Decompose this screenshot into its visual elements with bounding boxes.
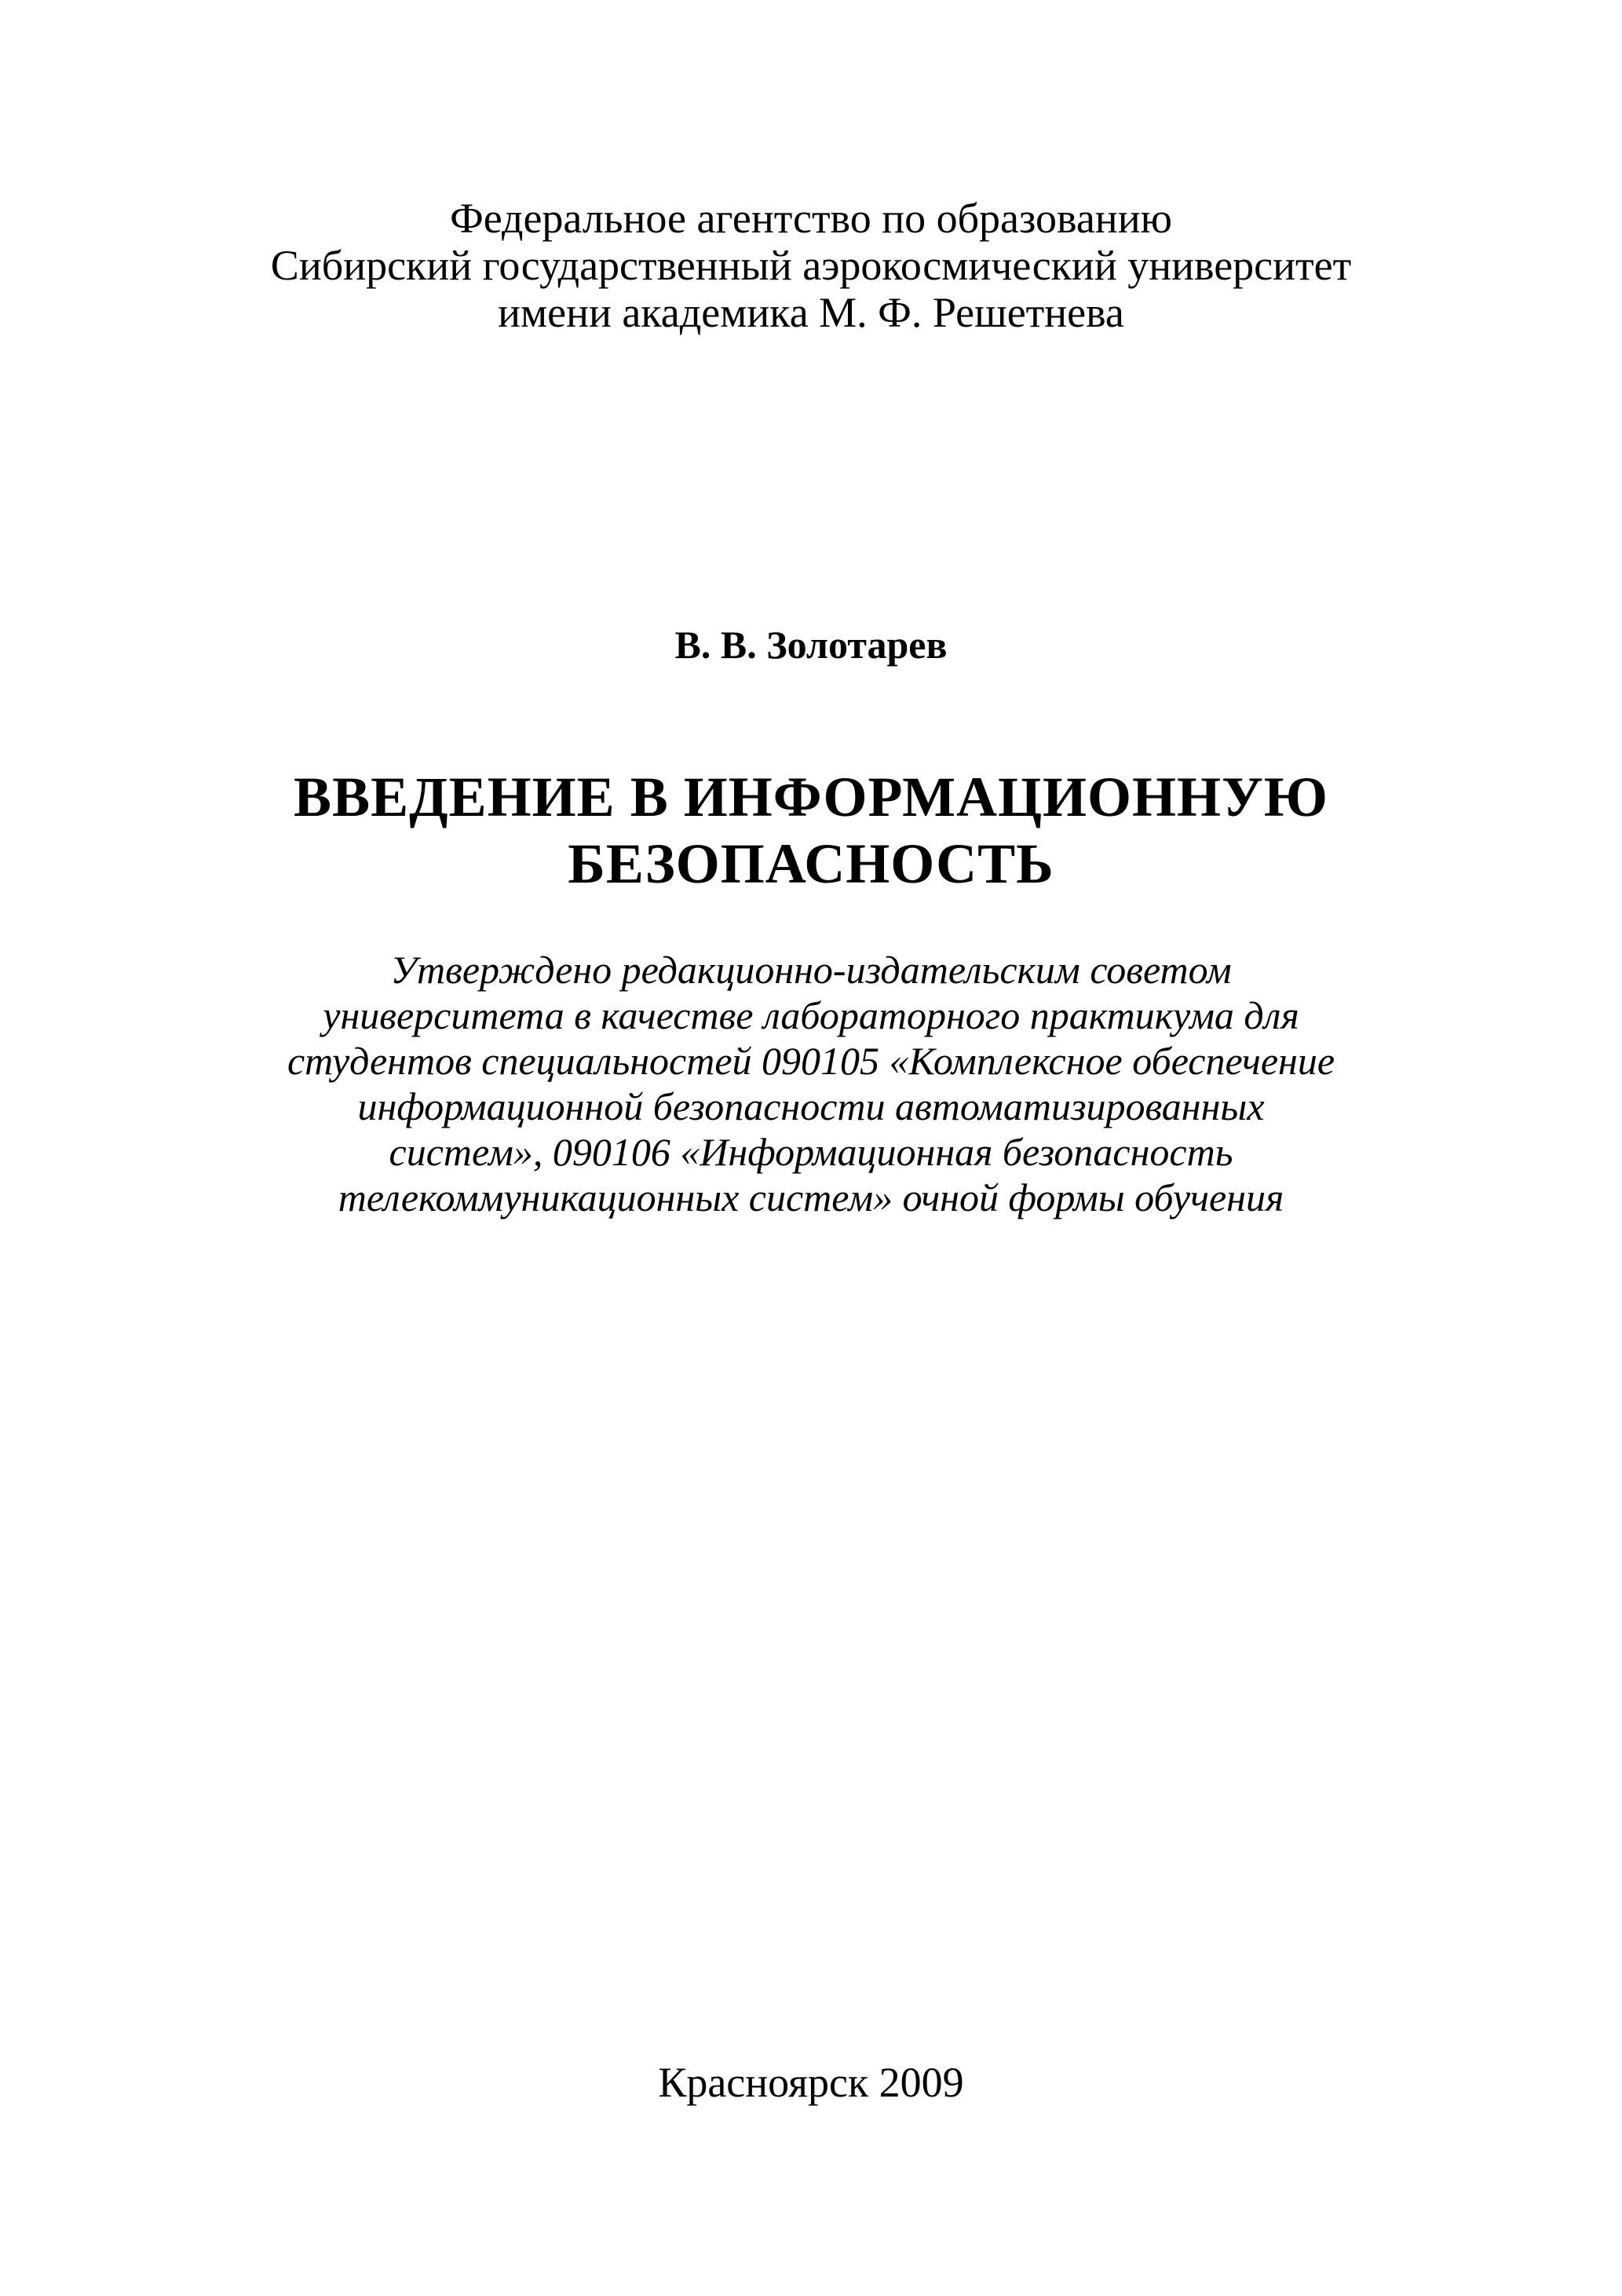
city-year: Красноярск 2009 — [658, 2059, 964, 2106]
approval-line-1: Утверждено редакционно-издательским советом — [390, 948, 1232, 992]
approval-line-4: информационной безопасности автоматизированных — [357, 1084, 1265, 1128]
author-name: В. В. Золотарев — [674, 623, 948, 667]
approval-line-5: систем», 090106 «Информационная безопасность — [389, 1130, 1233, 1174]
publisher-agency: Федеральное агентство по образованию — [450, 195, 1172, 242]
approval-line-3: студентов специальностей 090105 «Комплексное обеспечение — [287, 1039, 1335, 1083]
approval-line-2: университета в качестве лабораторного практикума для — [323, 993, 1299, 1037]
publisher-university-name: имени академика М. Ф. Решетнева — [498, 289, 1124, 336]
book-title-line-2: БЕЗОПАСНОСТЬ — [568, 832, 1054, 895]
book-title-line-1: ВВЕДЕНИЕ В ИНФОРМАЦИОННУЮ — [294, 766, 1328, 828]
publisher-university: Сибирский государственный аэрокосмический университет — [270, 242, 1352, 289]
approval-line-6: телекоммуникационных систем» очной формы обучения — [338, 1175, 1284, 1219]
